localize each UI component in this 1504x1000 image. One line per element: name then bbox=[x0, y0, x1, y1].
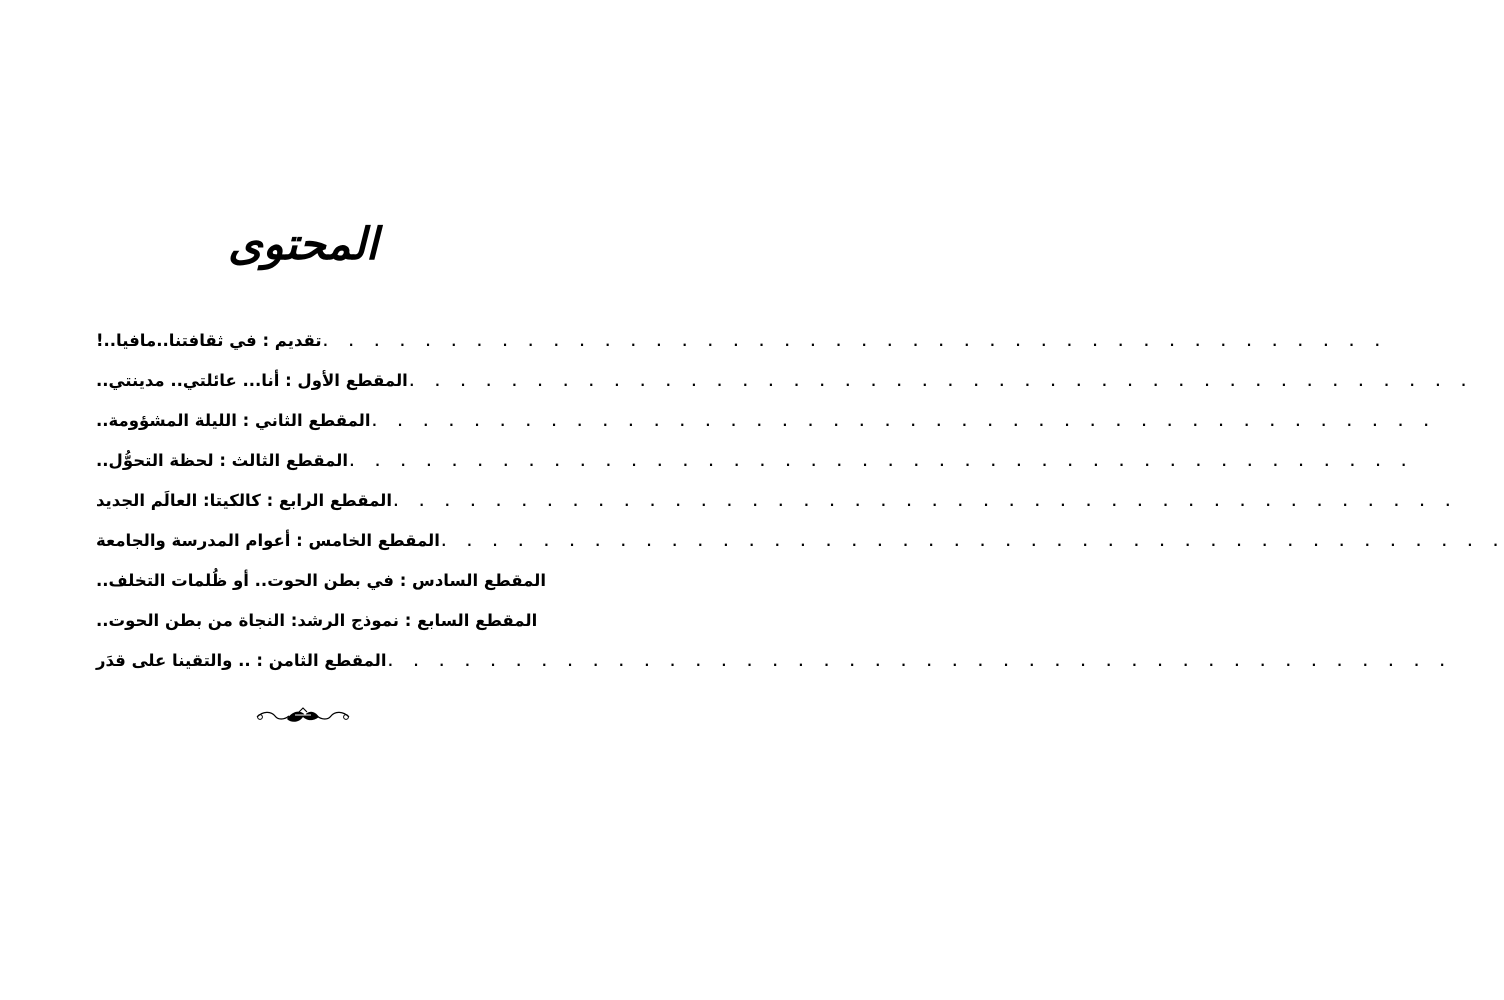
toc-entry[interactable] bbox=[96, 320, 1387, 360]
toc-entry[interactable] bbox=[96, 360, 1473, 400]
toc-entry-title: المقطع الأول : أنا... عائلتي.. مدينتي.. bbox=[96, 370, 408, 390]
toc-entry[interactable] bbox=[96, 640, 1452, 680]
dot-leader: . . . . . . . . . . . . . . . . . . . . . . . . . . . . . . . . . . . . . . . . . . bbox=[386, 654, 1452, 670]
toc-entry[interactable] bbox=[96, 600, 538, 640]
toc-entry[interactable] bbox=[96, 520, 1504, 560]
toc-entry-title: المقطع الرابع : كالكيتا: العالَم الجديد bbox=[96, 490, 393, 510]
decorative-divider-ornament bbox=[253, 702, 353, 732]
toc-entry[interactable] bbox=[96, 560, 547, 600]
dot-leader: . . . . . . . . . . . . . . . . . . . . . . . . . . . . . . . . . . . . . . . . . . bbox=[370, 414, 1436, 430]
toc-entry[interactable] bbox=[96, 480, 1457, 520]
toc-entry-title: المقطع السادس : في بطن الحوت.. أو ظُلمات التخلف.. bbox=[96, 570, 547, 590]
dot-leader: . . . . . . . . . . . . . . . . . . . . . . . . . . . . . . . . . . . . . . . . . . bbox=[392, 494, 1457, 510]
toc-entry[interactable] bbox=[96, 400, 1436, 440]
dot-leader: . . . . . . . . . . . . . . . . . . . . . . . . . . . . . . . . . . . . . . . . . . bbox=[407, 374, 1473, 390]
toc-entry-title: المقطع الثاني : الليلة المشؤومة.. bbox=[96, 410, 371, 430]
dot-leader: . . . . . . . . . . . . . . . . . . . . . . . . . . . . . . . . . . . . . . . . . . bbox=[321, 334, 1387, 350]
page-title: المحتوى bbox=[228, 219, 378, 270]
toc-entry-title: المقطع السابع : نموذج الرشد: النجاة من بطن الحوت.. bbox=[96, 610, 538, 630]
dot-leader: . . . . . . . . . . . . . . . . . . . . . . . . . . . . . . . . . . . . . . . . . . bbox=[439, 534, 1504, 550]
toc-entry-title: تقديم : في ثقافتنا..مافيا..! bbox=[96, 330, 322, 350]
toc-entry[interactable] bbox=[96, 440, 1413, 480]
toc-entry-title: المقطع الخامس : أعوام المدرسة والجامعة bbox=[96, 530, 440, 550]
toc-entry-title: المقطع الثالث : لحظة التحوُّل.. bbox=[96, 450, 348, 470]
dot-leader: . . . . . . . . . . . . . . . . . . . . . . . . . . . . . . . . . . . . . . . . . . bbox=[348, 454, 1413, 470]
toc-entry-title: المقطع الثامن : .. والتقينا على قدَر bbox=[96, 650, 387, 670]
